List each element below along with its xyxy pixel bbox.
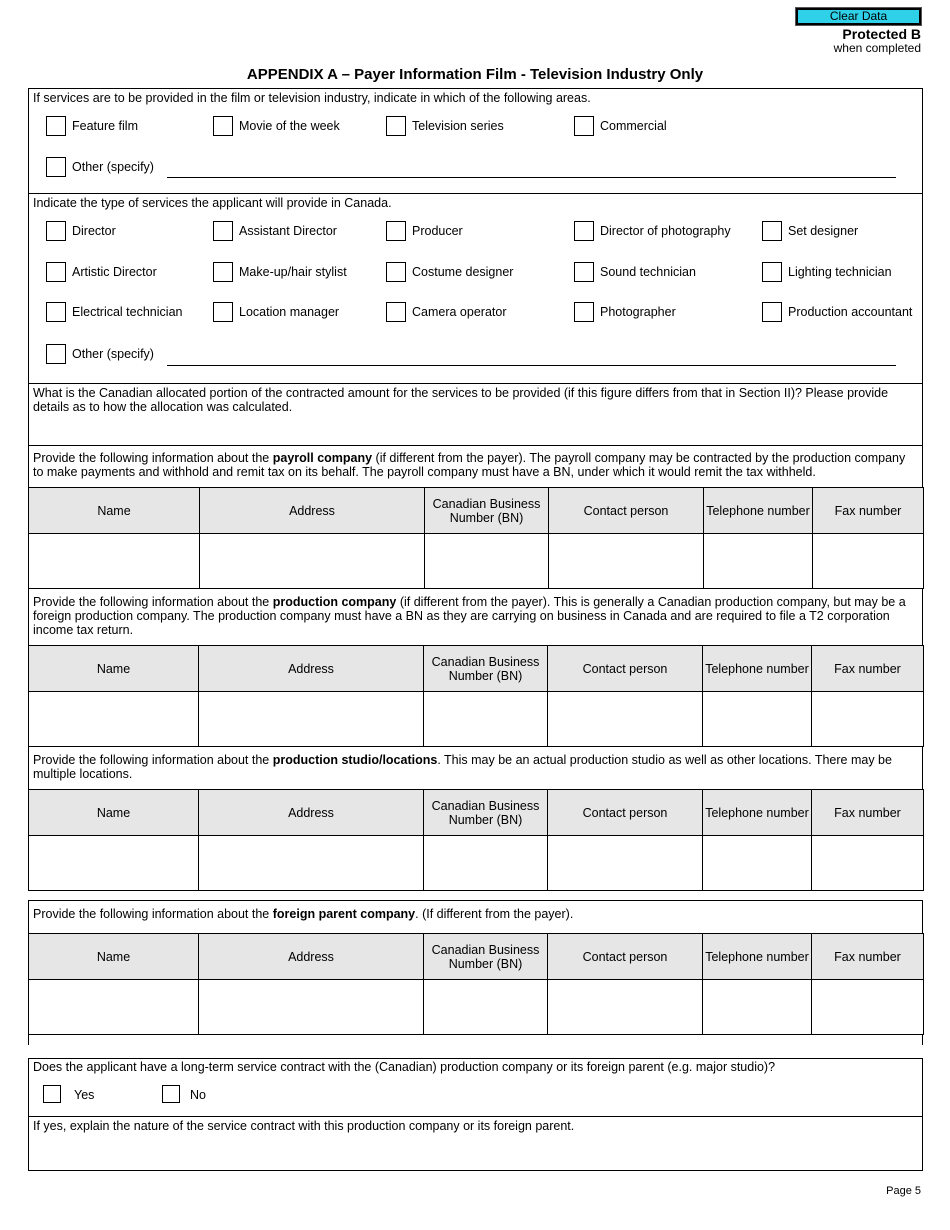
production-fax-input[interactable] xyxy=(812,692,924,747)
studio-address-input[interactable] xyxy=(199,836,424,891)
production-telephone-input[interactable] xyxy=(703,692,812,747)
when-completed-label: when completed xyxy=(833,41,921,55)
studio-pre: Provide the following information about the xyxy=(33,753,273,767)
parent-name-input[interactable] xyxy=(29,980,199,1035)
payroll-bold: payroll company xyxy=(272,451,373,465)
col-bn: Canadian Business Number (BN) xyxy=(425,488,549,534)
production-bn-input[interactable] xyxy=(424,692,548,747)
label-director-of-photography: Director of photography xyxy=(600,224,731,238)
production-input-row xyxy=(29,692,924,747)
label-photographer: Photographer xyxy=(600,305,676,319)
production-address-input[interactable] xyxy=(199,692,424,747)
allocation-input[interactable] xyxy=(33,414,918,442)
payroll-fax-input[interactable] xyxy=(813,534,924,589)
label-service-other: Other (specify) xyxy=(72,347,154,361)
page-number: Page 5 xyxy=(886,1185,921,1197)
col-address: Address xyxy=(199,646,424,692)
label-electrical-technician: Electrical technician xyxy=(72,305,183,319)
checkbox-contract-yes[interactable] xyxy=(43,1085,61,1103)
area-other-input[interactable] xyxy=(167,177,896,178)
checkbox-lighting-technician[interactable] xyxy=(762,262,782,282)
col-name: Name xyxy=(29,488,200,534)
checkbox-electrical-technician[interactable] xyxy=(46,302,66,322)
label-makeup-hair-stylist: Make-up/hair stylist xyxy=(239,265,347,279)
label-location-manager: Location manager xyxy=(239,305,340,319)
contract-divider xyxy=(28,1116,923,1117)
checkbox-location-manager[interactable] xyxy=(213,302,233,322)
col-name: Name xyxy=(29,646,199,692)
payroll-contact-input[interactable] xyxy=(549,534,704,589)
contract-explain-input[interactable] xyxy=(33,1136,918,1168)
checkbox-set-designer[interactable] xyxy=(762,221,782,241)
label-production-accountant: Production accountant xyxy=(788,305,913,319)
label-commercial: Commercial xyxy=(600,119,667,133)
production-description xyxy=(33,595,918,637)
col-contact: Contact person xyxy=(548,790,703,836)
label-costume-designer: Costume designer xyxy=(412,265,514,279)
checkbox-director[interactable] xyxy=(46,221,66,241)
label-camera-operator: Camera operator xyxy=(412,305,507,319)
studio-header-row xyxy=(29,790,924,836)
studio-table xyxy=(28,789,924,891)
production-post: (if different from the payer). This is generally a Canadian production company, but may be a foreign production company. The production company must have a BN as they are carrying on business in Canada and are required to file a T2 corporation income tax return. xyxy=(33,595,906,637)
payroll-description xyxy=(33,451,918,479)
parent-address-input[interactable] xyxy=(199,980,424,1035)
col-fax: Fax number xyxy=(812,646,924,692)
studio-input-row xyxy=(29,836,924,891)
parent-telephone-input[interactable] xyxy=(703,980,812,1035)
col-address: Address xyxy=(199,790,424,836)
allocation-question: What is the Canadian allocated portion of the contracted amount for the services to be provided (if this figure differs from that in Section II)? Please provide details as to how the allocation was calculated. xyxy=(33,386,889,414)
checkbox-movie-of-the-week[interactable] xyxy=(213,116,233,136)
studio-contact-input[interactable] xyxy=(548,836,703,891)
checkbox-assistant-director[interactable] xyxy=(213,221,233,241)
col-telephone: Telephone number xyxy=(703,934,812,980)
label-set-designer: Set designer xyxy=(788,224,859,238)
checkbox-makeup-hair-stylist[interactable] xyxy=(213,262,233,282)
clear-data-button[interactable]: Clear Data xyxy=(796,8,921,25)
col-contact: Contact person xyxy=(548,934,703,980)
payroll-name-input[interactable] xyxy=(29,534,200,589)
col-telephone: Telephone number xyxy=(704,488,813,534)
checkbox-service-other[interactable] xyxy=(46,344,66,364)
col-address: Address xyxy=(200,488,425,534)
checkbox-costume-designer[interactable] xyxy=(386,262,406,282)
label-lighting-technician: Lighting technician xyxy=(788,265,892,279)
label-assistant-director: Assistant Director xyxy=(239,224,337,238)
contract-question: Does the applicant have a long-term service contract with the (Canadian) production company or its foreign parent (e.g. major studio)? xyxy=(33,1060,776,1074)
protected-b-label: Protected B xyxy=(842,26,921,42)
checkbox-production-accountant[interactable] xyxy=(762,302,782,322)
checkbox-sound-technician[interactable] xyxy=(574,262,594,282)
col-telephone: Telephone number xyxy=(703,646,812,692)
col-contact: Contact person xyxy=(549,488,704,534)
areas-prompt: If services are to be provided in the film or television industry, indicate in which of the following areas. xyxy=(33,91,591,105)
production-pre: Provide the following information about the xyxy=(33,595,273,609)
production-table xyxy=(28,645,924,747)
parent-description xyxy=(33,907,918,921)
checkbox-area-other[interactable] xyxy=(46,157,66,177)
label-director: Director xyxy=(72,224,116,238)
label-artistic-director: Artistic Director xyxy=(72,265,157,279)
production-name-input[interactable] xyxy=(29,692,199,747)
label-contract-no: No xyxy=(190,1088,206,1102)
parent-header-row xyxy=(29,934,924,980)
col-bn: Canadian Business Number (BN) xyxy=(424,934,548,980)
services-prompt: Indicate the type of services the applicant will provide in Canada. xyxy=(33,196,392,210)
checkbox-photographer[interactable] xyxy=(574,302,594,322)
payroll-telephone-input[interactable] xyxy=(704,534,813,589)
studio-telephone-input[interactable] xyxy=(703,836,812,891)
parent-fax-input[interactable] xyxy=(812,980,924,1035)
checkbox-artistic-director[interactable] xyxy=(46,262,66,282)
contract-explain-label: If yes, explain the nature of the service contract with this production company or its foreign parent. xyxy=(33,1119,575,1133)
payroll-table xyxy=(28,487,924,589)
col-fax: Fax number xyxy=(812,790,924,836)
payroll-address-input[interactable] xyxy=(200,534,425,589)
checkbox-television-series[interactable] xyxy=(386,116,406,136)
studio-bn-input[interactable] xyxy=(424,836,548,891)
col-fax: Fax number xyxy=(813,488,924,534)
label-producer: Producer xyxy=(412,224,463,238)
parent-bn-input[interactable] xyxy=(424,980,548,1035)
studio-bold: production studio/locations xyxy=(272,753,438,767)
col-name: Name xyxy=(29,934,199,980)
parent-post: . (If different from the payer). xyxy=(415,907,574,921)
payroll-input-row xyxy=(29,534,924,589)
col-name: Name xyxy=(29,790,199,836)
col-bn: Canadian Business Number (BN) xyxy=(424,646,548,692)
col-contact: Contact person xyxy=(548,646,703,692)
parent-input-row xyxy=(29,980,924,1035)
label-movie-of-the-week: Movie of the week xyxy=(239,119,340,133)
services-section xyxy=(28,193,923,384)
col-fax: Fax number xyxy=(812,934,924,980)
payroll-bn-input[interactable] xyxy=(425,534,549,589)
col-address: Address xyxy=(199,934,424,980)
label-contract-yes: Yes xyxy=(74,1088,95,1102)
production-bold: production company xyxy=(272,595,397,609)
parent-bold: foreign parent company xyxy=(272,907,416,921)
production-header-row xyxy=(29,646,924,692)
label-sound-technician: Sound technician xyxy=(600,265,696,279)
payroll-header-row xyxy=(29,488,924,534)
label-television-series: Television series xyxy=(412,119,504,133)
checkbox-commercial[interactable] xyxy=(574,116,594,136)
studio-description xyxy=(33,753,918,781)
studio-post: . This may be an actual production studio as well as other locations. There may be multiple locations. xyxy=(33,753,892,781)
label-feature-film: Feature film xyxy=(72,119,138,133)
payroll-post: (if different from the payer). The payroll company may be contracted by the production company to make payments and withhold and remit tax on its behalf. The payroll company must have a BN, under which it would remit the tax withheld. xyxy=(33,451,906,479)
payroll-pre: Provide the following information about the xyxy=(33,451,273,465)
parent-table xyxy=(28,933,924,1035)
checkbox-contract-no[interactable] xyxy=(162,1085,180,1103)
col-telephone: Telephone number xyxy=(703,790,812,836)
studio-name-input[interactable] xyxy=(29,836,199,891)
checkbox-producer[interactable] xyxy=(386,221,406,241)
page-title: APPENDIX A – Payer Information Film - Television Industry Only xyxy=(246,66,704,83)
studio-fax-input[interactable] xyxy=(812,836,924,891)
checkbox-camera-operator[interactable] xyxy=(386,302,406,322)
parent-contact-input[interactable] xyxy=(548,980,703,1035)
label-area-other: Other (specify) xyxy=(72,160,154,174)
parent-pre: Provide the following information about the xyxy=(33,907,273,921)
col-bn: Canadian Business Number (BN) xyxy=(424,790,548,836)
production-contact-input[interactable] xyxy=(548,692,703,747)
checkbox-feature-film[interactable] xyxy=(46,116,66,136)
checkbox-director-of-photography[interactable] xyxy=(574,221,594,241)
service-other-input[interactable] xyxy=(167,365,896,366)
